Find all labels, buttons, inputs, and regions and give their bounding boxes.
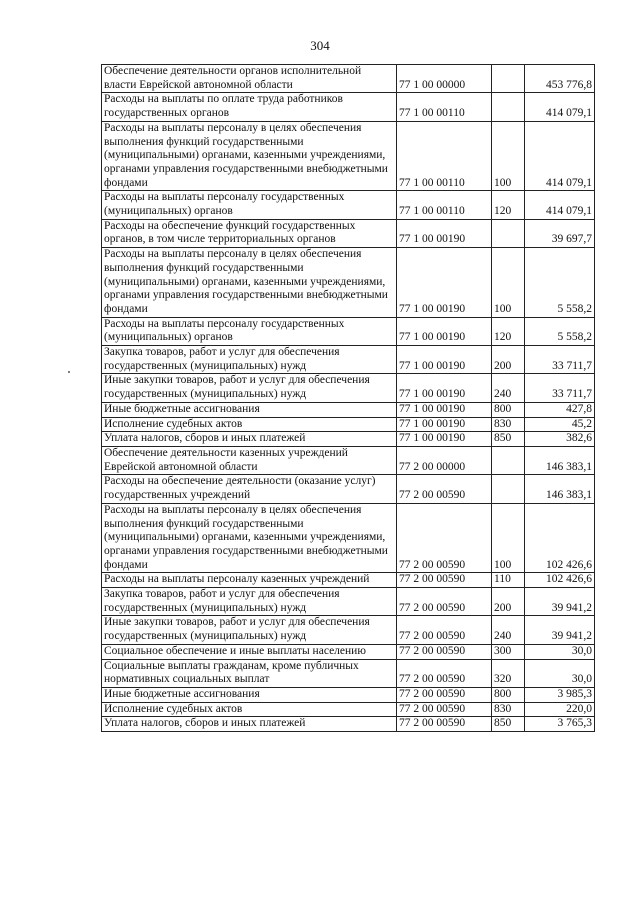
table-row	[102, 219, 595, 247]
table-row	[102, 402, 595, 417]
row-expense-type-cell: 850	[492, 432, 525, 447]
row-sum-cell: 102 426,6	[525, 503, 595, 573]
row-sum-cell: 102 426,6	[525, 573, 595, 588]
row-sum-cell: 414 079,1	[525, 121, 595, 191]
row-expense-type-cell: 800	[492, 402, 525, 417]
row-sum-cell: 3 765,3	[525, 717, 595, 732]
row-code-cell: 77 2 00 00590	[397, 644, 492, 659]
row-expense-type-cell	[492, 219, 525, 247]
row-code-cell: 77 1 00 00110	[397, 121, 492, 191]
row-name-cell: Исполнение судебных актов	[102, 702, 397, 717]
row-expense-type-cell	[492, 65, 525, 93]
row-code-cell: 77 1 00 00190	[397, 317, 492, 345]
row-expense-type-cell: 830	[492, 702, 525, 717]
scan-speck	[68, 371, 70, 373]
row-sum-cell: 453 776,8	[525, 65, 595, 93]
row-sum-cell: 414 079,1	[525, 191, 595, 219]
row-code-cell: 77 2 00 00590	[397, 573, 492, 588]
budget-table	[101, 64, 595, 732]
row-name-cell: Иные закупки товаров, работ и услуг для обеспечения государственных (муниципальных) нужд	[102, 374, 397, 402]
table-row	[102, 65, 595, 93]
row-expense-type-cell: 200	[492, 346, 525, 374]
row-sum-cell: 220,0	[525, 702, 595, 717]
table-row	[102, 191, 595, 219]
row-expense-type-cell: 240	[492, 374, 525, 402]
row-name-cell: Расходы на обеспечение деятельности (оказание услуг) государственных учреждений	[102, 475, 397, 503]
row-expense-type-cell: 300	[492, 644, 525, 659]
row-expense-type-cell: 100	[492, 121, 525, 191]
row-name-cell: Уплата налогов, сборов и иных платежей	[102, 432, 397, 447]
row-name-cell: Иные бюджетные ассигнования	[102, 402, 397, 417]
row-code-cell: 77 1 00 00190	[397, 248, 492, 318]
row-sum-cell: 39 697,7	[525, 219, 595, 247]
row-name-cell: Иные бюджетные ассигнования	[102, 687, 397, 702]
table-row	[102, 317, 595, 345]
row-name-cell: Расходы на выплаты персоналу государственных (муниципальных) органов	[102, 191, 397, 219]
row-expense-type-cell	[492, 446, 525, 474]
table-row	[102, 644, 595, 659]
row-code-cell: 77 2 00 00590	[397, 702, 492, 717]
row-expense-type-cell: 100	[492, 503, 525, 573]
row-sum-cell: 3 985,3	[525, 687, 595, 702]
table-row	[102, 659, 595, 687]
row-code-cell: 77 1 00 00190	[397, 346, 492, 374]
row-name-cell: Социальное обеспечение и иные выплаты населению	[102, 644, 397, 659]
table-row	[102, 475, 595, 503]
row-code-cell: 77 1 00 00190	[397, 402, 492, 417]
table-row	[102, 374, 595, 402]
row-name-cell: Расходы на выплаты персоналу в целях обеспечения выполнения функций государственными (муниципальными) органами, казенными учреждениями, органами управления государственными внебюджетными фондами	[102, 121, 397, 191]
row-sum-cell: 414 079,1	[525, 93, 595, 121]
row-expense-type-cell: 110	[492, 573, 525, 588]
table-row	[102, 573, 595, 588]
row-expense-type-cell: 100	[492, 248, 525, 318]
row-sum-cell: 146 383,1	[525, 475, 595, 503]
table-row	[102, 687, 595, 702]
row-name-cell: Закупка товаров, работ и услуг для обеспечения государственных (муниципальных) нужд	[102, 346, 397, 374]
table-row	[102, 717, 595, 732]
row-expense-type-cell: 850	[492, 717, 525, 732]
table-row	[102, 346, 595, 374]
row-sum-cell: 45,2	[525, 417, 595, 432]
row-sum-cell: 5 558,2	[525, 248, 595, 318]
table-row	[102, 121, 595, 191]
row-name-cell: Расходы на выплаты персоналу казенных учреждений	[102, 573, 397, 588]
row-code-cell: 77 1 00 00110	[397, 191, 492, 219]
row-sum-cell: 382,6	[525, 432, 595, 447]
row-code-cell: 77 1 00 00110	[397, 93, 492, 121]
budget-table-body	[102, 65, 595, 732]
row-code-cell: 77 1 00 00190	[397, 432, 492, 447]
row-expense-type-cell	[492, 93, 525, 121]
row-expense-type-cell: 320	[492, 659, 525, 687]
row-name-cell: Расходы на выплаты персоналу государственных (муниципальных) органов	[102, 317, 397, 345]
row-expense-type-cell	[492, 475, 525, 503]
table-row	[102, 417, 595, 432]
row-code-cell: 77 1 00 00190	[397, 374, 492, 402]
table-row	[102, 588, 595, 616]
row-name-cell: Расходы на обеспечение функций государственных органов, в том числе территориальных органов	[102, 219, 397, 247]
row-code-cell: 77 2 00 00590	[397, 503, 492, 573]
table-row	[102, 432, 595, 447]
row-name-cell: Социальные выплаты гражданам, кроме публичных нормативных социальных выплат	[102, 659, 397, 687]
row-name-cell: Уплата налогов, сборов и иных платежей	[102, 717, 397, 732]
row-expense-type-cell: 120	[492, 191, 525, 219]
row-code-cell: 77 2 00 00590	[397, 616, 492, 644]
row-sum-cell: 30,0	[525, 659, 595, 687]
table-row	[102, 248, 595, 318]
row-expense-type-cell: 240	[492, 616, 525, 644]
row-sum-cell: 427,8	[525, 402, 595, 417]
row-code-cell: 77 2 00 00590	[397, 659, 492, 687]
page-number: 304	[310, 38, 330, 53]
table-row	[102, 503, 595, 573]
row-code-cell: 77 2 00 00590	[397, 588, 492, 616]
row-code-cell: 77 1 00 00190	[397, 219, 492, 247]
row-expense-type-cell: 830	[492, 417, 525, 432]
table-row	[102, 446, 595, 474]
row-sum-cell: 33 711,7	[525, 374, 595, 402]
row-name-cell: Расходы на выплаты персоналу в целях обеспечения выполнения функций государственными (муниципальными) органами, казенными учреждениями, органами управления государственными внебюджетными фондами	[102, 248, 397, 318]
row-code-cell: 77 2 00 00590	[397, 475, 492, 503]
row-name-cell: Закупка товаров, работ и услуг для обеспечения государственных (муниципальных) нужд	[102, 588, 397, 616]
row-sum-cell: 146 383,1	[525, 446, 595, 474]
row-name-cell: Обеспечение деятельности казенных учреждений Еврейской автономной области	[102, 446, 397, 474]
row-sum-cell: 39 941,2	[525, 588, 595, 616]
row-code-cell: 77 2 00 00590	[397, 687, 492, 702]
row-sum-cell: 5 558,2	[525, 317, 595, 345]
row-expense-type-cell: 800	[492, 687, 525, 702]
table-row	[102, 616, 595, 644]
row-code-cell: 77 1 00 00000	[397, 65, 492, 93]
row-name-cell: Иные закупки товаров, работ и услуг для обеспечения государственных (муниципальных) нужд	[102, 616, 397, 644]
row-code-cell: 77 1 00 00190	[397, 417, 492, 432]
row-sum-cell: 30,0	[525, 644, 595, 659]
row-sum-cell: 39 941,2	[525, 616, 595, 644]
row-code-cell: 77 2 00 00590	[397, 717, 492, 732]
row-name-cell: Обеспечение деятельности органов исполнительной власти Еврейской автономной области	[102, 65, 397, 93]
row-name-cell: Расходы на выплаты по оплате труда работников государственных органов	[102, 93, 397, 121]
row-expense-type-cell: 120	[492, 317, 525, 345]
table-row	[102, 702, 595, 717]
row-name-cell: Исполнение судебных актов	[102, 417, 397, 432]
row-expense-type-cell: 200	[492, 588, 525, 616]
row-name-cell: Расходы на выплаты персоналу в целях обеспечения выполнения функций государственными (муниципальными) органами, казенными учреждениями, органами управления государственными внебюджетными фондами	[102, 503, 397, 573]
row-code-cell: 77 2 00 00000	[397, 446, 492, 474]
row-sum-cell: 33 711,7	[525, 346, 595, 374]
table-row	[102, 93, 595, 121]
